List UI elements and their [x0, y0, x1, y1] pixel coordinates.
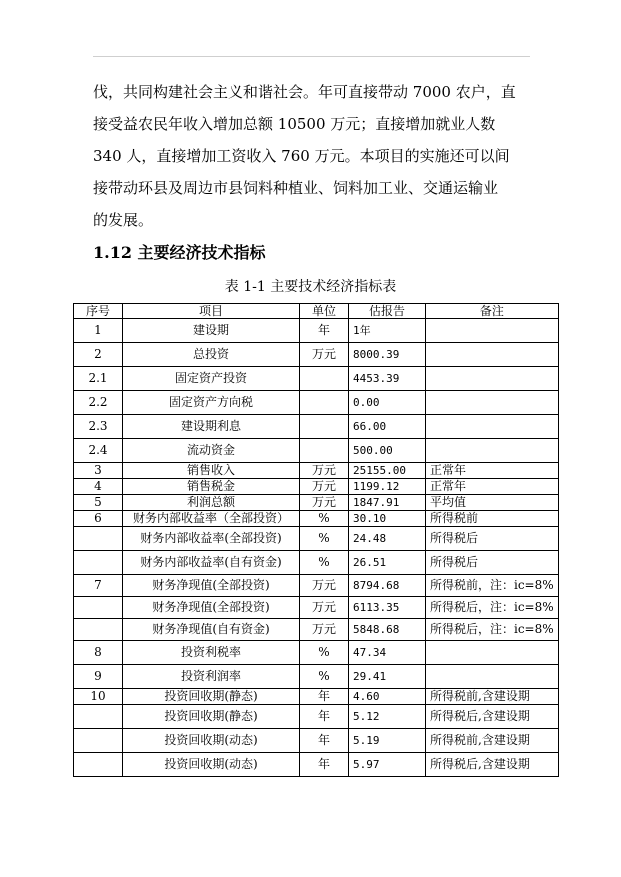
row-item: 投资回收期(动态): [123, 753, 300, 777]
row-number: 10: [74, 689, 123, 705]
row-value: 1年: [349, 319, 426, 343]
paragraph-line: 伐，共同构建社会主义和谐社会。年可直接带动 7000 农户，直: [93, 83, 516, 101]
row-remark: 所得税前，注：ic=8%: [426, 575, 559, 597]
row-remark: [426, 415, 559, 439]
row-unit: [300, 439, 349, 463]
row-unit: 年: [300, 689, 349, 705]
paragraph-line: 接受益农民年收入增加总额 10500 万元；直接增加就业人数: [93, 115, 496, 133]
row-value: 5848.68: [349, 619, 426, 641]
paragraph-line: 的发展。: [93, 211, 154, 229]
table-row: [74, 665, 559, 689]
row-number: 6: [74, 511, 123, 527]
row-value: 500.00: [349, 439, 426, 463]
row-item: 固定资产投资: [123, 367, 300, 391]
table-row: [74, 343, 559, 367]
row-remark: 平均值: [426, 495, 559, 511]
row-number: 2: [74, 343, 123, 367]
row-remark: [426, 665, 559, 689]
row-remark: 所得税前,含建设期: [426, 729, 559, 753]
row-remark: 所得税后: [426, 527, 559, 551]
row-unit: 年: [300, 753, 349, 777]
header-unit: 单位: [300, 304, 349, 319]
row-value: 26.51: [349, 551, 426, 575]
row-number: 8: [74, 641, 123, 665]
table-caption: 表 1-1 主要技术经济指标表: [224, 279, 397, 295]
row-number: [74, 729, 123, 753]
row-unit: 万元: [300, 495, 349, 511]
table-header-row: [74, 304, 559, 319]
row-remark: [426, 641, 559, 665]
row-number: 1: [74, 319, 123, 343]
table-row: [74, 415, 559, 439]
row-value: 1847.91: [349, 495, 426, 511]
section-heading: 1.12 主要经济技术指标: [93, 243, 266, 262]
table-row: [74, 619, 559, 641]
table-row: [74, 729, 559, 753]
row-value: 30.10: [349, 511, 426, 527]
header-item: 项目: [123, 304, 300, 319]
row-item: 财务内部收益率（全部投资）: [123, 511, 300, 527]
indicators-table: [73, 303, 559, 777]
header-no: 序号: [74, 304, 123, 319]
row-number: 5: [74, 495, 123, 511]
row-number: [74, 527, 123, 551]
paragraph-line: 接带动环县及周边市县饲料种植业、饲料加工业、交通运输业: [93, 179, 499, 197]
row-remark: [426, 439, 559, 463]
row-remark: [426, 367, 559, 391]
header-rule: [93, 56, 530, 57]
row-item: 总投资: [123, 343, 300, 367]
row-value: 8794.68: [349, 575, 426, 597]
row-unit: %: [300, 511, 349, 527]
row-remark: 正常年: [426, 463, 559, 479]
row-value: 8000.39: [349, 343, 426, 367]
row-number: 7: [74, 575, 123, 597]
table-row: [74, 575, 559, 597]
row-item: 投资回收期(静态): [123, 689, 300, 705]
row-remark: [426, 343, 559, 367]
table-row: [74, 479, 559, 495]
row-remark: 所得税后,含建设期: [426, 753, 559, 777]
row-item: 财务内部收益率(自有资金): [123, 551, 300, 575]
row-unit: 万元: [300, 463, 349, 479]
row-number: [74, 619, 123, 641]
row-item: 销售收入: [123, 463, 300, 479]
row-value: 5.19: [349, 729, 426, 753]
row-number: 3: [74, 463, 123, 479]
table-row: [74, 391, 559, 415]
row-number: 2.2: [74, 391, 123, 415]
row-value: 25155.00: [349, 463, 426, 479]
row-remark: 正常年: [426, 479, 559, 495]
row-value: 66.00: [349, 415, 426, 439]
row-unit: 万元: [300, 343, 349, 367]
row-unit: [300, 415, 349, 439]
row-unit: [300, 391, 349, 415]
row-unit: 万元: [300, 619, 349, 641]
row-unit: %: [300, 527, 349, 551]
row-value: 29.41: [349, 665, 426, 689]
row-number: [74, 597, 123, 619]
row-unit: 年: [300, 705, 349, 729]
row-item: 投资利税率: [123, 641, 300, 665]
row-item: 利润总额: [123, 495, 300, 511]
row-value: 5.97: [349, 753, 426, 777]
row-unit: 万元: [300, 575, 349, 597]
row-remark: [426, 391, 559, 415]
row-value: 1199.12: [349, 479, 426, 495]
row-unit: 万元: [300, 597, 349, 619]
table-row: [74, 495, 559, 511]
table-row: [74, 597, 559, 619]
row-item: 财务净现值(自有资金): [123, 619, 300, 641]
row-unit: 年: [300, 319, 349, 343]
table-row: [74, 527, 559, 551]
row-item: 财务内部收益率(全部投资): [123, 527, 300, 551]
row-number: [74, 753, 123, 777]
row-item: 建设期: [123, 319, 300, 343]
row-remark: 所得税前: [426, 511, 559, 527]
table-row: [74, 511, 559, 527]
row-number: [74, 705, 123, 729]
table-row: [74, 689, 559, 705]
table-row: [74, 367, 559, 391]
table-row: [74, 439, 559, 463]
row-value: 4453.39: [349, 367, 426, 391]
row-item: 投资回收期(动态): [123, 729, 300, 753]
row-unit: %: [300, 641, 349, 665]
row-unit: %: [300, 551, 349, 575]
row-value: 6113.35: [349, 597, 426, 619]
row-unit: 年: [300, 729, 349, 753]
table-body: [74, 319, 559, 777]
row-unit: [300, 367, 349, 391]
row-item: 投资回收期(静态): [123, 705, 300, 729]
row-unit: %: [300, 665, 349, 689]
row-number: 2.1: [74, 367, 123, 391]
row-remark: 所得税后，注：ic=8%: [426, 597, 559, 619]
row-remark: 所得税前,含建设期: [426, 689, 559, 705]
row-value: 5.12: [349, 705, 426, 729]
table-row: [74, 705, 559, 729]
row-remark: 所得税后，注：ic=8%: [426, 619, 559, 641]
header-value: 估报告: [349, 304, 426, 319]
row-remark: 所得税后: [426, 551, 559, 575]
row-number: 2.3: [74, 415, 123, 439]
row-item: 销售税金: [123, 479, 300, 495]
row-value: 47.34: [349, 641, 426, 665]
row-value: 0.00: [349, 391, 426, 415]
row-number: 4: [74, 479, 123, 495]
table-row: [74, 551, 559, 575]
paragraph-line: 340 人，直接增加工资收入 760 万元。本项目的实施还可以间: [93, 147, 510, 165]
row-item: 建设期利息: [123, 415, 300, 439]
table-row: [74, 319, 559, 343]
table-row: [74, 463, 559, 479]
row-unit: 万元: [300, 479, 349, 495]
row-item: 流动资金: [123, 439, 300, 463]
row-remark: [426, 319, 559, 343]
table-row: [74, 641, 559, 665]
row-number: [74, 551, 123, 575]
row-number: 2.4: [74, 439, 123, 463]
row-value: 4.60: [349, 689, 426, 705]
intro-paragraph: [93, 76, 533, 236]
row-item: 财务净现值(全部投资): [123, 597, 300, 619]
row-item: 投资利润率: [123, 665, 300, 689]
row-item: 固定资产方向税: [123, 391, 300, 415]
row-number: 9: [74, 665, 123, 689]
row-remark: 所得税后,含建设期: [426, 705, 559, 729]
row-value: 24.48: [349, 527, 426, 551]
table-row: [74, 753, 559, 777]
row-item: 财务净现值(全部投资): [123, 575, 300, 597]
header-remark: 备注: [426, 304, 559, 319]
